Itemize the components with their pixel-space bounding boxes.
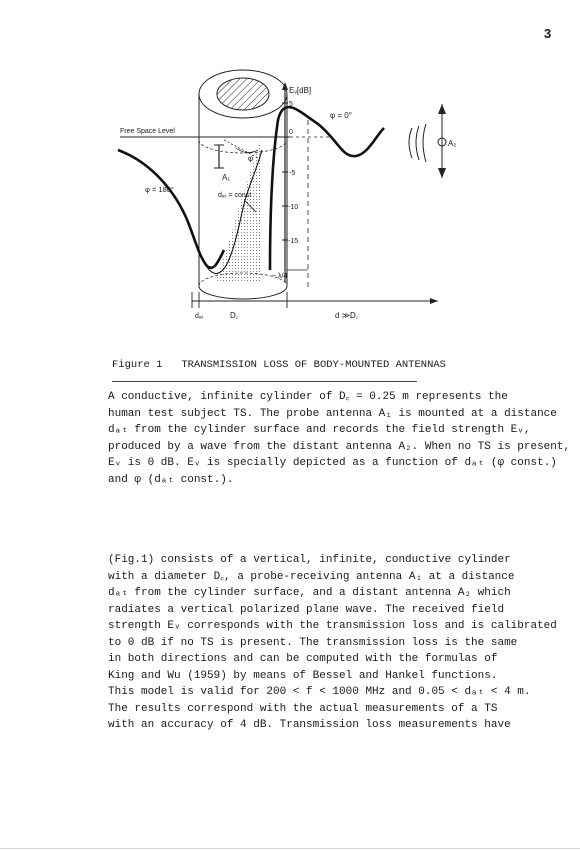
tick-label: -10 xyxy=(288,204,299,211)
shaded-region xyxy=(215,135,262,282)
caption-divider xyxy=(112,381,417,382)
lambda-label: ~ λ/4 xyxy=(272,273,288,280)
figure-diagram xyxy=(0,0,580,340)
wave-arc-1 xyxy=(409,128,412,158)
tick-label: 0 xyxy=(289,129,293,136)
page-number: 3 xyxy=(544,26,552,41)
paragraph-1 xyxy=(108,389,571,488)
text-line: Eᵥ is 0 dB. Eᵥ is specially depicted as a function of dₐₜ (φ const.) xyxy=(108,457,557,469)
page-bottom-edge xyxy=(0,848,580,849)
d-dimension-label: d ≫D꜀ xyxy=(335,311,359,320)
dat-const-label: dₐₜ = const xyxy=(218,192,252,199)
phi-label: φ xyxy=(248,154,254,163)
a1-label: A₁ xyxy=(222,173,231,182)
free-space-label: Free Space Level xyxy=(120,128,175,135)
text-line: to 0 dB if no TS is present. The transmission loss is the same xyxy=(108,636,518,649)
text-line: This model is valid for 200 < f < 1000 MHz and 0.05 < dₐₜ < 4 m. xyxy=(108,686,531,698)
ev-axis-label: Eᵥ[dB] xyxy=(289,86,312,95)
text-line: strength Eᵥ corresponds with the transmission loss and is calibrated xyxy=(108,620,557,632)
text-line: and φ (dₐₜ const.). xyxy=(108,473,234,486)
text-line: King and Wu (1959) by means of Bessel and Hankel functions. xyxy=(108,669,498,682)
figure-title: TRANSMISSION LOSS OF BODY-MOUNTED ANTENNAS xyxy=(181,359,446,371)
tick-label: -15 xyxy=(288,238,299,245)
text-line: human test subject TS. The probe antenna A₁ is mounted at a distance xyxy=(108,407,557,420)
tick-label: -5 xyxy=(289,170,296,177)
wave-arc-3 xyxy=(423,124,426,162)
text-line: A conductive, infinite cylinder of D꜀ = 0.25 m represents the xyxy=(108,391,508,403)
dat-dimension-label: dₐₜ xyxy=(195,313,204,320)
cylinder-bottom-front xyxy=(199,286,287,299)
curve-phi-180 xyxy=(118,150,224,268)
figure-label: Figure 1 xyxy=(112,359,163,371)
text-line: The results correspond with the actual measurements of a TS xyxy=(108,702,498,715)
text-line: with a diameter D꜀, a probe-receiving antenna A₁ at a distance xyxy=(108,570,515,583)
tick-label: 5 xyxy=(289,101,293,108)
a2-label: A₂ xyxy=(448,139,457,148)
wave-arc-2 xyxy=(416,126,419,160)
text-line: with an accuracy of 4 dB. Transmission loss measurements have xyxy=(108,719,511,731)
text-line: dₐₜ from the cylinder surface, and a distant antenna A₂ which xyxy=(108,587,511,599)
text-line: (Fig.1) consists of a vertical, infinite, conductive cylinder xyxy=(108,554,511,566)
figure-caption xyxy=(112,359,446,371)
paragraph-2 xyxy=(108,552,557,734)
text-line: in both directions and can be computed with the formulas of xyxy=(108,653,498,665)
cylinder-top-hatch xyxy=(217,78,269,110)
text-line: radiates a vertical polarized plane wave. The received field xyxy=(108,603,505,616)
text-line: dₐₜ from the cylinder surface and records the field strength Eᵥ, xyxy=(108,424,531,436)
phi-0-label: φ = 0° xyxy=(330,111,352,120)
text-line: produced by a wave from the distant antenna A₂. When no TS is present, xyxy=(108,440,571,453)
phi-180-label: φ = 180° xyxy=(145,185,174,194)
dc-dimension-label: D꜀ xyxy=(230,311,239,320)
